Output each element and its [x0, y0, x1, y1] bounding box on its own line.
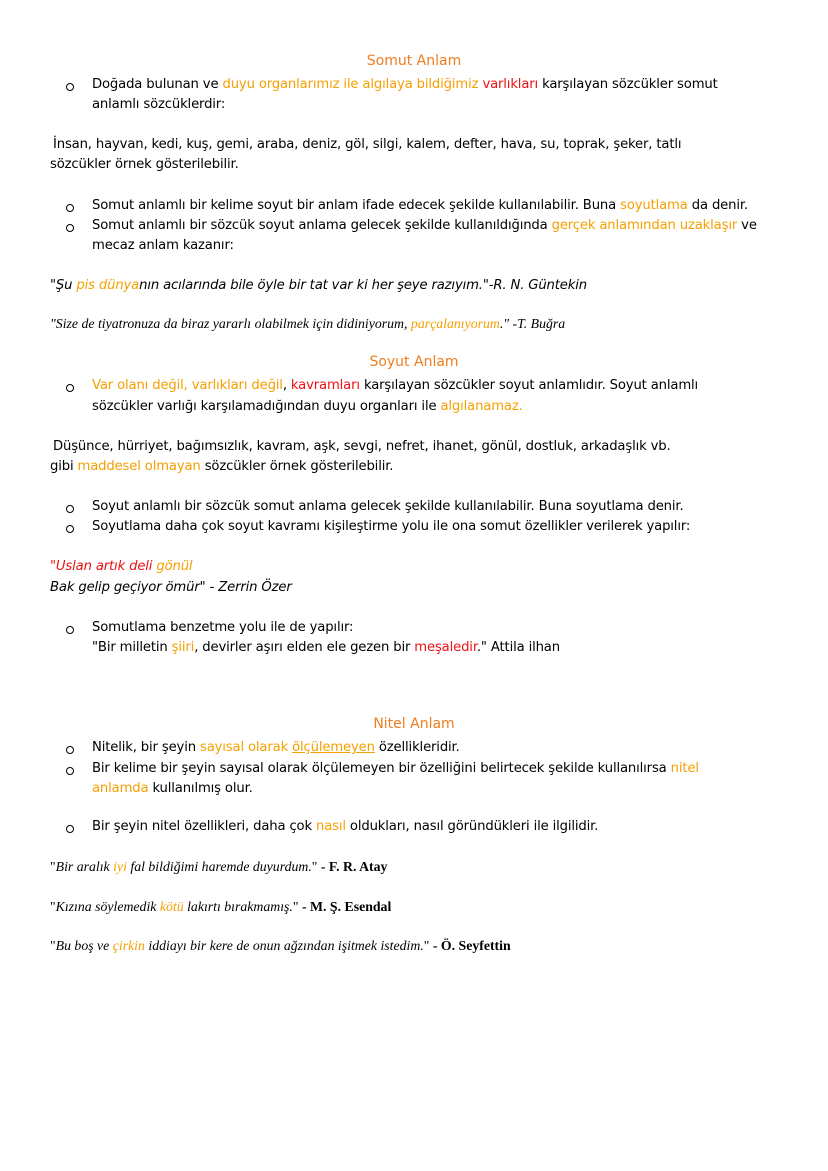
bullet-icon — [66, 83, 76, 93]
soyut-poem-line-2: Bak gelip geçiyor ömür" - Zerrin Özer — [50, 580, 292, 595]
heading-soyut-anlam: Soyut Anlam — [369, 354, 459, 370]
soyut-example-line-1: Düşünce, hürriyet, bağımsızlık, kavram, aşk, sevgi, nefret, ihanet, gönül, dostluk, arkadaşlık vb. — [53, 439, 671, 454]
bullet-icon — [66, 204, 76, 214]
soyut-bullet-2: Soyut anlamlı bir sözcük somut anlama gelecek şekilde kullanılabilir. Buna soyutlama denir. — [92, 499, 684, 514]
bullet-icon — [66, 384, 76, 394]
heading-nitel-anlam: Nitel Anlam — [373, 716, 455, 732]
soyut-poem-line-1: "Uslan artık deli gönül — [50, 559, 193, 574]
somut-bullet-2: Somut anlamlı bir kelime soyut bir anlam ifade edecek şekilde kullanılabilir. Buna soyutlama da denir. — [92, 198, 748, 213]
soyut-bullet-1-line-2: sözcükler varlığı karşılamadığından duyu organları ile algılanamaz. — [92, 399, 523, 414]
bullet-icon — [66, 767, 76, 777]
somut-bullet-1-line-2: anlamlı sözcüklerdir: — [92, 97, 226, 112]
nitel-bullet-2-line-1: Bir kelime bir şeyin sayısal olarak ölçülemeyen bir özelliğini belirtecek şekilde kullanılırsa nitel — [92, 761, 699, 776]
soyut-example-line-2: gibi maddesel olmayan sözcükler örnek gösterilebilir. — [50, 459, 394, 474]
somut-bullet-3-line-2: mecaz anlam kazanır: — [92, 238, 234, 253]
somut-bullet-1-line-1: Doğada bulunan ve duyu organlarımız ile algılaya bildiğimiz varlıkları karşılayan sözcükler somut — [92, 77, 718, 92]
nitel-quote-esendal: "Kızına söylemedik kötü lakırtı bırakmamış." - M. Ş. Esendal — [50, 899, 392, 914]
bullet-icon — [66, 825, 76, 835]
heading-somut-anlam: Somut Anlam — [366, 53, 462, 69]
nitel-bullet-1: Nitelik, bir şeyin sayısal olarak ölçülemeyen özellikleridir. — [92, 740, 460, 755]
somut-quote-bugra: "Size de tiyatronuza da biraz yararlı olabilmek için didiniyorum, parçalanıyorum." -T. Buğra — [50, 316, 566, 331]
bullet-icon — [66, 505, 76, 515]
somut-example-line-1: İnsan, hayvan, kedi, kuş, gemi, araba, deniz, göl, silgi, kalem, defter, hava, su, toprak, şeker, tatlı — [53, 137, 682, 152]
nitel-bullet-3: Bir şeyin nitel özellikleri, daha çok nasıl oldukları, nasıl göründükleri ile ilgilidir. — [92, 819, 599, 834]
somut-quote-guntekin: "Şu pis dünyanın acılarında bile öyle bir tat var ki her şeye razıyım."-R. N. Güntekin — [50, 278, 587, 293]
soyut-bullet-3: Soyutlama daha çok soyut kavramı kişileştirme yolu ile ona somut özellikler verilerek yapılır: — [92, 519, 691, 534]
bullet-icon — [66, 626, 76, 636]
somut-example-line-2: sözcükler örnek gösterilebilir. — [50, 157, 239, 172]
nitel-quote-seyfettin: "Bu boş ve çirkin iddiayı bir kere de onun ağzından işitmek istedim." - Ö. Seyfettin — [50, 938, 511, 953]
somut-bullet-3-line-1: Somut anlamlı bir sözcük soyut anlama gelecek şekilde kullanıldığında gerçek anlamından uzaklaşır ve — [92, 218, 757, 233]
soyut-bullet-4-line-1: Somutlama benzetme yolu ile de yapılır: — [92, 620, 354, 635]
bullet-icon — [66, 746, 76, 756]
bullet-icon — [66, 525, 76, 535]
bullet-icon — [66, 224, 76, 234]
nitel-bullet-2-line-2: anlamda kullanılmış olur. — [92, 781, 253, 796]
soyut-bullet-1-line-1: Var olanı değil, varlıkları değil, kavramları karşılayan sözcükler soyut anlamlıdır. Soyut anlamlı — [92, 378, 699, 393]
soyut-bullet-4-line-2: "Bir milletin şiiri, devirler aşırı elden ele gezen bir meşaledir." Attila ilhan — [92, 640, 560, 655]
nitel-quote-atay: "Bir aralık iyi fal bildiğimi haremde duyurdum." - F. R. Atay — [50, 859, 388, 874]
